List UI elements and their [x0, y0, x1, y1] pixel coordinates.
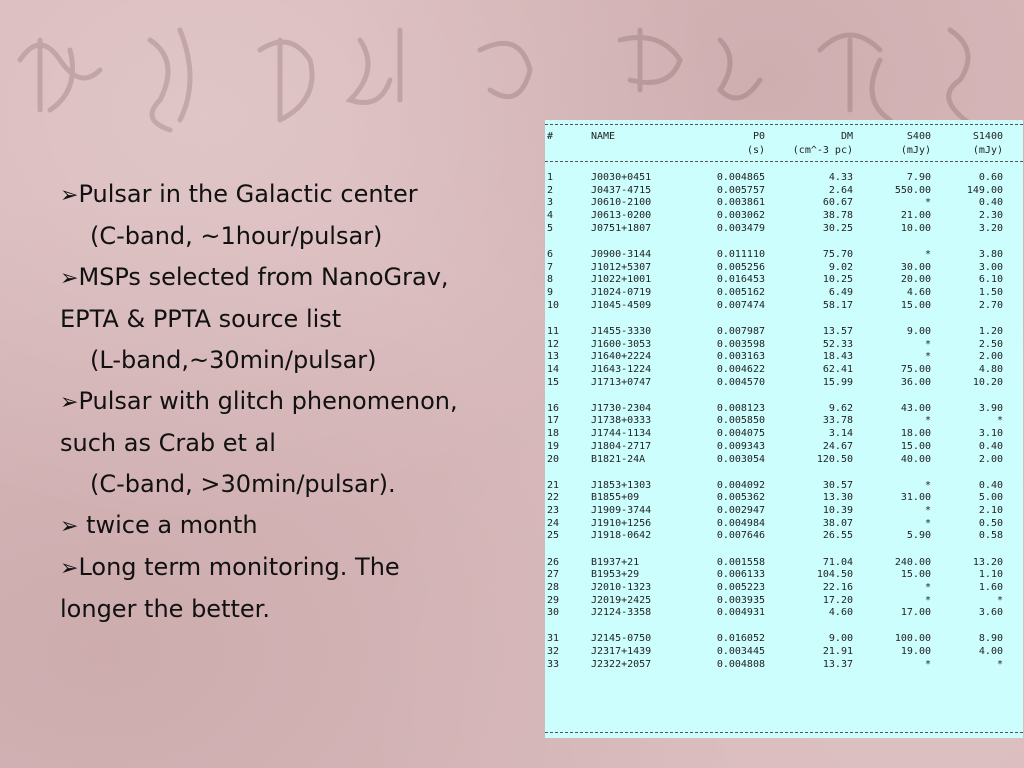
table-row: [545, 517, 1023, 530]
dm-value: 6.49: [828, 287, 853, 298]
s400-value: 7.90: [906, 172, 931, 183]
table-row: [545, 325, 1023, 338]
table-row: [545, 222, 1023, 235]
s400-value: 40.00: [900, 453, 931, 465]
table-row: [545, 184, 1023, 197]
p0-value: 0.006133: [716, 569, 765, 581]
s1400-value: 0.50: [978, 517, 1003, 529]
s1400-value: 3.10: [978, 428, 1003, 440]
table-row: [545, 645, 1023, 658]
table-row: [545, 529, 1023, 542]
table-row: [545, 376, 1023, 389]
row-num: 13: [547, 351, 560, 363]
s1400-value: 0.58: [978, 530, 1003, 542]
pulsar-name: J2317+1439: [591, 646, 652, 658]
s400-value: 19.00: [900, 646, 931, 658]
table-unit-row: [545, 144, 1023, 157]
row-num: 23: [547, 505, 560, 516]
pulsar-name: J1909-3744: [591, 505, 652, 516]
dm-value: 13.57: [822, 325, 853, 337]
s1400-value: 2.00: [978, 453, 1003, 465]
s400-value: *: [924, 338, 931, 350]
table-row: [545, 504, 1023, 517]
pulsar-name: J1744-1134: [591, 428, 652, 440]
p0-value: 0.005256: [716, 261, 765, 273]
row-num: 14: [547, 363, 560, 375]
pulsar-name: J2010-1323: [591, 581, 652, 593]
table-row: [545, 196, 1023, 209]
s400-value: 18.00: [900, 428, 931, 440]
s400-value: 43.00: [900, 402, 931, 414]
pulsar-name: J1643-1224: [591, 363, 652, 375]
s400-value: 21.00: [900, 210, 931, 222]
dm-value: 9.62: [828, 402, 853, 414]
arrow-bullet-icon: ➢: [60, 266, 79, 291]
s400-value: 5.90: [906, 530, 931, 542]
s1400-value: 10.20: [972, 376, 1003, 388]
s1400-value: 0.40: [978, 440, 1003, 452]
pulsar-name: B1937+21: [591, 556, 640, 568]
s400-value: *: [924, 517, 931, 529]
dm-value: 17.20: [822, 594, 853, 606]
table-row: [545, 299, 1023, 312]
p0-value: 0.004092: [716, 479, 765, 491]
s1400-value: 2.10: [978, 505, 1003, 516]
s400-value: 15.00: [900, 440, 931, 452]
dm-value: 120.50: [816, 453, 853, 465]
table-row: [545, 581, 1023, 594]
pulsar-name: J1713+0747: [591, 376, 652, 388]
p0-value: 0.005757: [716, 184, 765, 196]
row-num: 26: [547, 556, 560, 568]
table-row: [545, 440, 1023, 453]
row-num: 6: [547, 248, 554, 260]
pulsar-name: J1022+1001: [591, 274, 652, 286]
table-header-row: [545, 130, 1023, 143]
dm-value: 15.99: [822, 376, 853, 388]
s400-value: 9.00: [906, 325, 931, 337]
p0-value: 0.005850: [716, 415, 765, 427]
table-row: [545, 273, 1023, 286]
header-dm: DM: [840, 131, 853, 142]
row-num: 15: [547, 376, 560, 388]
s400-value: *: [924, 594, 931, 606]
table-row: [545, 658, 1023, 671]
table-row: [545, 491, 1023, 504]
s400-value: 15.00: [900, 569, 931, 581]
p0-value: 0.004865: [716, 172, 765, 183]
p0-value: 0.004570: [716, 376, 765, 388]
bullet-line: [60, 423, 530, 464]
bullet-subline: (C-band, ~1hour/pulsar): [90, 222, 383, 250]
table-row: [545, 427, 1023, 440]
dm-value: 3.14: [828, 428, 853, 440]
p0-value: 0.003062: [716, 210, 765, 222]
pulsar-name: J1804-2717: [591, 440, 652, 452]
s1400-value: 3.90: [978, 402, 1003, 414]
s1400-value: 5.00: [978, 492, 1003, 504]
row-num: 20: [547, 453, 560, 465]
pulsar-name: J1730-2304: [591, 402, 652, 414]
s400-value: *: [924, 351, 931, 363]
p0-value: 0.003598: [716, 338, 765, 350]
row-num: 12: [547, 338, 560, 350]
bullet-line: [60, 381, 530, 423]
arrow-bullet-icon: ➢: [60, 390, 79, 415]
dm-value: 104.50: [816, 569, 853, 581]
p0-value: 0.004808: [716, 658, 765, 670]
pulsar-name: B1953+29: [591, 569, 640, 581]
dm-value: 30.25: [822, 222, 853, 234]
s1400-value: 0.40: [978, 197, 1003, 209]
arrow-bullet-icon: ➢: [60, 514, 79, 539]
p0-value: 0.003861: [716, 197, 765, 209]
bullet-text: longer the better.: [60, 595, 270, 623]
row-num: 18: [547, 428, 560, 440]
row-num: 9: [547, 287, 554, 298]
table-header-rule: [545, 161, 1023, 162]
header-name: NAME: [591, 131, 616, 142]
p0-value: 0.005162: [716, 287, 765, 298]
dm-value: 4.33: [828, 172, 853, 183]
pulsar-name: B1821-24A: [591, 453, 646, 465]
table-row: [545, 414, 1023, 427]
bullet-line: [60, 257, 530, 299]
p0-value: 0.005362: [716, 492, 765, 504]
p0-value: 0.003054: [716, 453, 765, 465]
row-num: 24: [547, 517, 560, 529]
bullet-text: EPTA & PPTA source list: [60, 305, 342, 333]
s400-value: 240.00: [894, 556, 931, 568]
s1400-value: *: [996, 594, 1003, 606]
bullet-text: such as Crab et al: [60, 429, 276, 457]
p0-value: 0.007474: [716, 299, 765, 311]
s1400-value: 4.00: [978, 646, 1003, 658]
row-num: 7: [547, 261, 554, 273]
dm-value: 22.16: [822, 581, 853, 593]
table-row: [545, 556, 1023, 569]
p0-value: 0.003479: [716, 222, 765, 234]
s1400-value: 3.60: [978, 607, 1003, 619]
s400-value: 20.00: [900, 274, 931, 286]
s400-value: *: [924, 197, 931, 209]
dm-value: 60.67: [822, 197, 853, 209]
table-row: [545, 171, 1023, 184]
unit-s1400: (mJy): [972, 145, 1003, 156]
table-row: [545, 338, 1023, 351]
bullet-text: MSPs selected from NanoGrav,: [78, 263, 449, 291]
pulsar-name: J0030+0451: [591, 172, 652, 183]
pulsar-name: J2322+2057: [591, 658, 652, 670]
dm-value: 13.30: [822, 492, 853, 504]
table-row: [545, 350, 1023, 363]
table-row: [545, 479, 1023, 492]
dm-value: 9.00: [828, 633, 853, 645]
row-num: 3: [547, 197, 554, 209]
pulsar-name: J1600-3053: [591, 338, 652, 350]
pulsar-name: J1640+2224: [591, 351, 652, 363]
s1400-value: 1.50: [978, 287, 1003, 298]
row-num: 8: [547, 274, 554, 286]
s1400-value: 4.80: [978, 363, 1003, 375]
row-num: 25: [547, 530, 560, 542]
table-row: [545, 568, 1023, 581]
pulsar-name: J1024-0719: [591, 287, 652, 298]
dm-value: 38.07: [822, 517, 853, 529]
dm-value: 52.33: [822, 338, 853, 350]
s1400-value: 6.10: [978, 274, 1003, 286]
pulsar-name: J0900-3144: [591, 248, 652, 260]
bullet-line: [60, 505, 530, 547]
bullet-line: [60, 299, 530, 340]
pulsar-name: J1012+5307: [591, 261, 652, 273]
dm-value: 26.55: [822, 530, 853, 542]
s400-value: *: [924, 248, 931, 260]
dm-value: 4.60: [828, 607, 853, 619]
bullet-subline: (L-band,~30min/pulsar): [90, 346, 377, 374]
header-p0: P0: [752, 131, 765, 142]
s1400-value: 1.60: [978, 581, 1003, 593]
s1400-value: 2.70: [978, 299, 1003, 311]
row-num: 5: [547, 222, 554, 234]
row-num: 11: [547, 325, 560, 337]
s1400-value: 2.50: [978, 338, 1003, 350]
pulsar-name: J0610-2100: [591, 197, 652, 209]
pulsar-name: J2124-3358: [591, 607, 652, 619]
row-num: 29: [547, 594, 560, 606]
p0-value: 0.011110: [716, 248, 765, 260]
pulsar-name: J0613-0200: [591, 210, 652, 222]
p0-value: 0.003445: [716, 646, 765, 658]
pulsar-name: J0437-4715: [591, 184, 652, 196]
s1400-value: 2.00: [978, 351, 1003, 363]
table-bottom-rule: [545, 732, 1023, 733]
s400-value: 30.00: [900, 261, 931, 273]
dm-value: 10.39: [822, 505, 853, 516]
s400-value: *: [924, 479, 931, 491]
table-top-rule: [545, 124, 1023, 125]
p0-value: 0.004622: [716, 363, 765, 375]
p0-value: 0.009343: [716, 440, 765, 452]
s400-value: 31.00: [900, 492, 931, 504]
row-num: 16: [547, 402, 560, 414]
dm-value: 71.04: [822, 556, 853, 568]
arrow-bullet-icon: ➢: [60, 556, 79, 581]
p0-value: 0.016052: [716, 633, 765, 645]
p0-value: 0.005223: [716, 581, 765, 593]
p0-value: 0.003935: [716, 594, 765, 606]
bullet-line: [60, 174, 530, 216]
bullet-text: Long term monitoring. The: [78, 553, 400, 581]
unit-dm: (cm^-3 pc): [792, 145, 853, 156]
s1400-value: *: [996, 415, 1003, 427]
table-row: [545, 632, 1023, 645]
s400-value: 550.00: [894, 184, 931, 196]
s400-value: *: [924, 415, 931, 427]
p0-value: 0.016453: [716, 274, 765, 286]
s400-value: 75.00: [900, 363, 931, 375]
pulsar-table: [545, 120, 1023, 738]
table-row: [545, 209, 1023, 222]
row-num: 27: [547, 569, 560, 581]
s1400-value: 0.40: [978, 479, 1003, 491]
table-row: [545, 453, 1023, 466]
p0-value: 0.004984: [716, 517, 765, 529]
p0-value: 0.004931: [716, 607, 765, 619]
s400-value: 17.00: [900, 607, 931, 619]
bullet-text: Pulsar with glitch phenomenon,: [78, 387, 458, 415]
header-num: #: [547, 131, 554, 142]
pulsar-name: J2145-0750: [591, 633, 652, 645]
pulsar-name: B1855+09: [591, 492, 640, 504]
p0-value: 0.007646: [716, 530, 765, 542]
bullet-line: [60, 589, 530, 630]
pulsar-name: J1045-4509: [591, 299, 652, 311]
s1400-value: *: [996, 658, 1003, 670]
table-row: [545, 363, 1023, 376]
s1400-value: 1.10: [978, 569, 1003, 581]
dm-value: 30.57: [822, 479, 853, 491]
pulsar-name: J0751+1807: [591, 222, 652, 234]
dm-value: 33.78: [822, 415, 853, 427]
row-num: 22: [547, 492, 560, 504]
dm-value: 2.64: [828, 184, 853, 196]
s400-value: 4.60: [906, 287, 931, 298]
row-num: 21: [547, 479, 560, 491]
bullet-line: [60, 547, 530, 589]
s1400-value: 13.20: [972, 556, 1003, 568]
s400-value: *: [924, 505, 931, 516]
header-s400: S400: [906, 131, 931, 142]
header-s1400: S1400: [972, 131, 1003, 142]
p0-value: 0.003163: [716, 351, 765, 363]
dm-value: 18.43: [822, 351, 853, 363]
row-num: 10: [547, 299, 560, 311]
dm-value: 38.78: [822, 210, 853, 222]
bullet-subline: (C-band, >30min/pulsar).: [90, 470, 396, 498]
table-row: [545, 248, 1023, 261]
p0-value: 0.008123: [716, 402, 765, 414]
s400-value: 10.00: [900, 222, 931, 234]
s400-value: *: [924, 581, 931, 593]
bullet-list: [60, 174, 530, 630]
s1400-value: 0.60: [978, 172, 1003, 183]
row-num: 17: [547, 415, 560, 427]
dm-value: 62.41: [822, 363, 853, 375]
dm-value: 21.91: [822, 646, 853, 658]
p0-value: 0.002947: [716, 505, 765, 516]
pulsar-name: J1853+1303: [591, 479, 652, 491]
s1400-value: 8.90: [978, 633, 1003, 645]
row-num: 32: [547, 646, 560, 658]
s400-value: 100.00: [894, 633, 931, 645]
row-num: 30: [547, 607, 560, 619]
s400-value: 15.00: [900, 299, 931, 311]
pulsar-name: J1910+1256: [591, 517, 652, 529]
table-row: [545, 594, 1023, 607]
row-num: 31: [547, 633, 560, 645]
table-row: [545, 606, 1023, 619]
s1400-value: 3.80: [978, 248, 1003, 260]
bullet-text: Pulsar in the Galactic center: [78, 180, 418, 208]
s1400-value: 3.20: [978, 222, 1003, 234]
row-num: 19: [547, 440, 560, 452]
p0-value: 0.004075: [716, 428, 765, 440]
row-num: 33: [547, 658, 560, 670]
dm-value: 75.70: [822, 248, 853, 260]
row-num: 28: [547, 581, 560, 593]
unit-p0: (s): [746, 145, 765, 156]
pulsar-name: J1918-0642: [591, 530, 652, 542]
bullet-text: twice a month: [78, 511, 258, 539]
s1400-value: 1.20: [978, 325, 1003, 337]
dm-value: 9.02: [828, 261, 853, 273]
dm-value: 10.25: [822, 274, 853, 286]
row-num: 2: [547, 184, 554, 196]
table-row: [545, 402, 1023, 415]
row-num: 4: [547, 210, 554, 222]
arrow-bullet-icon: ➢: [60, 183, 79, 208]
s1400-value: 149.00: [966, 184, 1003, 196]
p0-value: 0.001558: [716, 556, 765, 568]
s1400-value: 2.30: [978, 210, 1003, 222]
s400-value: 36.00: [900, 376, 931, 388]
pulsar-name: J1738+0333: [591, 415, 652, 427]
table-row: [545, 286, 1023, 299]
unit-s400: (mJy): [900, 145, 931, 156]
p0-value: 0.007987: [716, 325, 765, 337]
row-num: 1: [547, 172, 554, 183]
pulsar-name: J1455-3330: [591, 325, 652, 337]
dm-value: 58.17: [822, 299, 853, 311]
s1400-value: 3.00: [978, 261, 1003, 273]
table-row: [545, 261, 1023, 274]
dm-value: 13.37: [822, 658, 853, 670]
pulsar-name: J2019+2425: [591, 594, 652, 606]
s400-value: *: [924, 658, 931, 670]
dm-value: 24.67: [822, 440, 853, 452]
